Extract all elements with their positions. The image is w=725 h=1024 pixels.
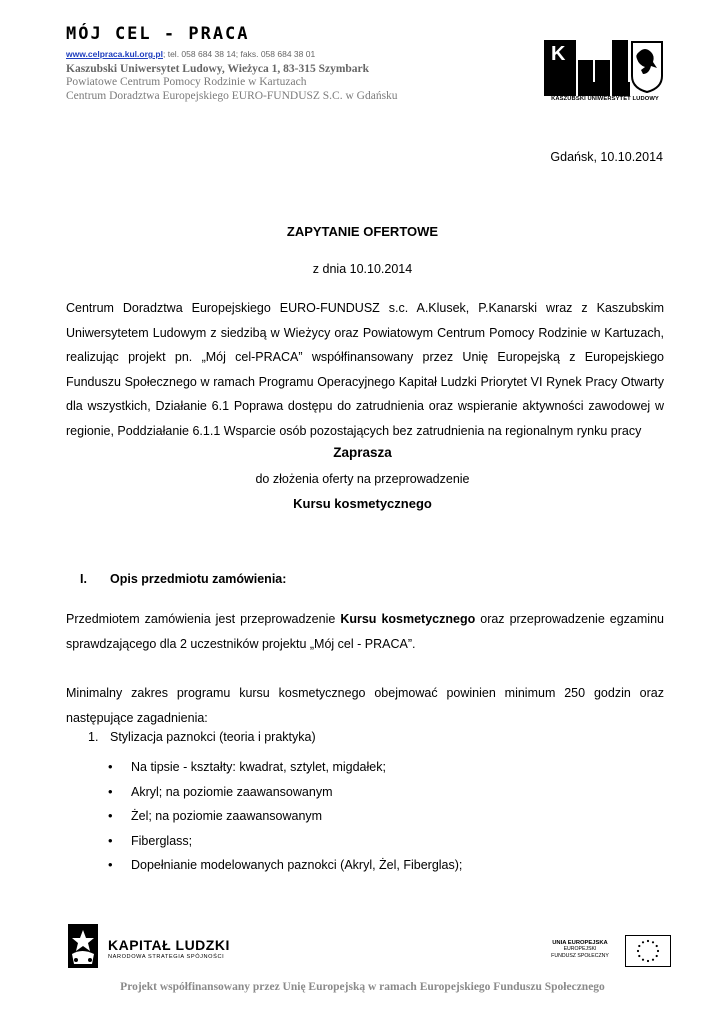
list-item: • Dopełnianie modelowanych paznokci (Akryl, Żel, Fiberglas); [108,853,462,878]
kapital-ludzki-logo-icon [66,924,100,970]
letterhead [66,24,466,103]
section-title: Opis przedmiotu zamówienia: [110,572,287,586]
footer-note: Projekt współfinansowany przez Unię Europejską w ramach Europejskiego Funduszu Społecznego [120,981,605,993]
eu-flag-icon [625,935,671,967]
org-line-3: Centrum Doradztwa Europejskiego EURO-FUNDUSZ S.C. w Gdańsku [66,90,398,102]
list-item: • Żel; na poziomie zaawansowanym [108,804,462,829]
eu-label [540,940,620,959]
kul-logo [544,38,664,104]
website-link[interactable]: www.celpraca.kul.org.pl [66,49,163,59]
program-scope-paragraph: Minimalny zakres programu kursu kosmetycznego obejmować powinien minimum 250 godzin oraz następujące zagadnienia: [66,686,664,725]
org-line-2: Powiatowe Centrum Pomocy Rodzinie w Kartuzach [66,76,307,88]
p1-course-name: Kursu kosmetycznego [340,612,476,626]
item-number: 1. [88,730,99,744]
list-item: • Fiberglass; [108,829,462,854]
eu-title: UNIA EUROPEJSKA [552,940,608,946]
item-text: Stylizacja paznokci (teoria i praktyka) [110,730,316,744]
eu-line-1: EUROPEJSKI [563,946,597,953]
griffin-icon [632,42,662,92]
kl-subtitle: NARODOWA STRATEGIA SPÓJNOŚCI [108,954,225,960]
phone-fax: ; tel. 058 684 38 14; faks. 058 684 38 01 [163,49,316,59]
numbered-item-1 [88,730,316,744]
p1-text-c: oraz przeprowadzenie egzaminu sprawdzającego dla 2 uczestników projektu „Mój cel - PRACA”. [66,612,664,651]
course-name: Kursu kosmetycznego [293,496,432,511]
bullet-list [108,755,462,878]
intro-paragraph: Centrum Doradztwa Europejskiego EURO-FUNDUSZ s.c. A.Klusek, P.Kanarski wraz z Kaszubskim Uniwersytetem Ludowym z siedzibą w Wieżycy oraz Powiatowym Centrum Pomocy Rodzinie w Kartuzach, realizując projekt pn. „Mój cel-PRACA” współfinansowany przez Unię Europejską z Europejskiego Funduszu Społecznego w ramach Programu Operacyjnego Kapitał Ludzki Priorytet VI Rynek Pracy Otwarty dla wszystkich, Działanie 6.1 Poprawa dostępu do zatrudnienia oraz wspieranie aktywności zawodowej w regionie, Poddziałanie 6.1.1 Wsparcie osób pozostających bez zatrudnienia na regionalnym rynku pracy [66,301,664,438]
eu-line-2: FUNDUSZ SPOŁECZNY [551,952,609,959]
brand-title: MÓJ CEL - PRACA [66,24,250,44]
invite-line: do złożenia oferty na przeprowadzenie [255,472,470,486]
order-subject-paragraph [66,607,664,656]
document-title: ZAPYTANIE OFERTOWE [286,224,439,239]
document-subdate: z dnia 10.10.2014 [312,262,413,276]
p1-text-a: Przedmiotem zamówienia jest przeprowadzenie [66,612,341,626]
kul-logo-k: K [551,43,566,65]
kul-logo-caption: KASZUBSKI UNIWERSYTET LUDOWY [551,96,659,102]
contact-line [66,49,466,59]
list-item: • Na tipsie - kształty: kwadrat, sztylet, migdałek; [108,755,462,780]
invites-heading: Zaprasza [333,445,392,460]
list-item: • Akryl; na poziomie zaawansowanym [108,780,462,805]
section-number: I. [80,572,87,586]
org-line-1: Kaszubski Uniwersytet Ludowy, Wieżyca 1, 83-315 Szymbark [66,63,370,75]
kapital-ludzki-text [108,938,230,960]
document-date: Gdańsk, 10.10.2014 [550,150,663,164]
kl-title: KAPITAŁ LUDZKI [108,937,230,953]
section-heading [80,572,286,586]
